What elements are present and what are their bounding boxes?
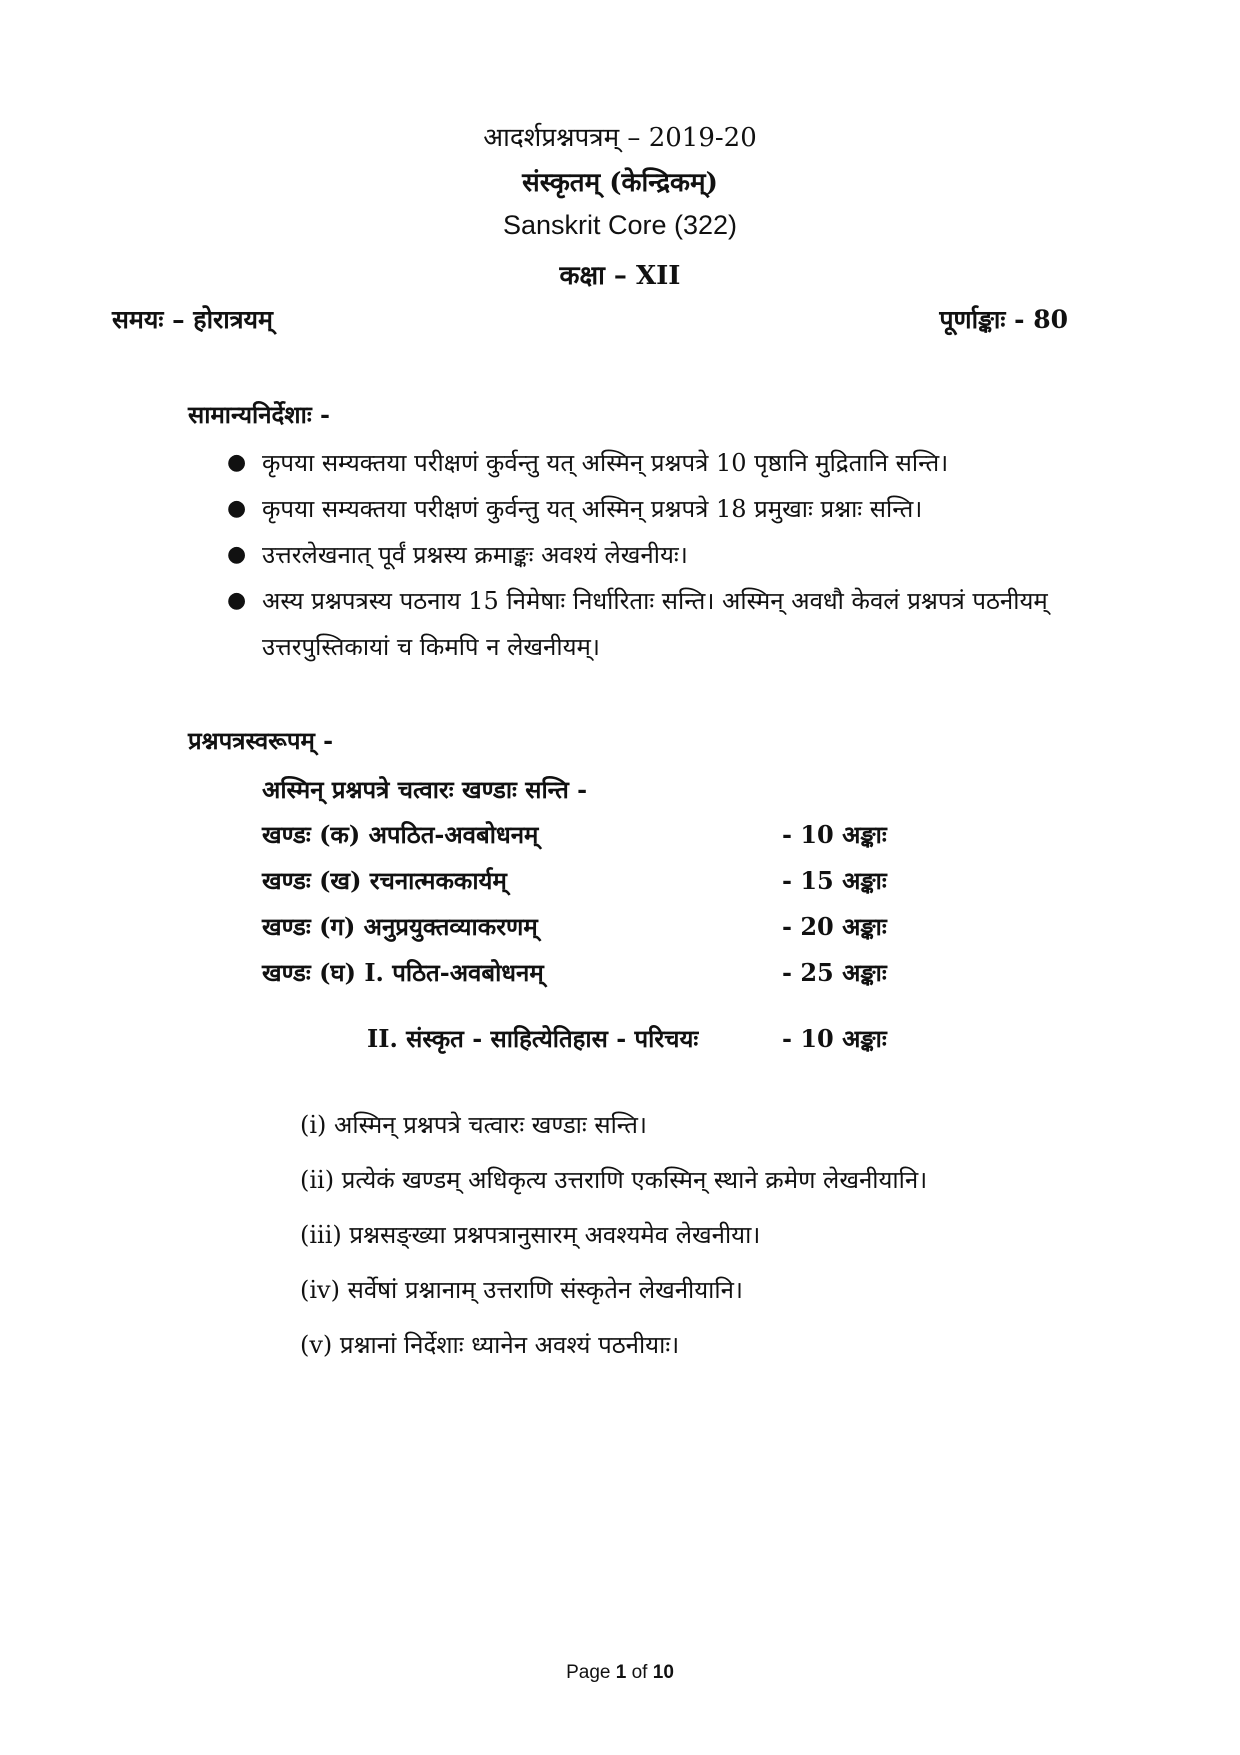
instruction-item: [225, 440, 1085, 486]
paper-title: आदर्शप्रश्नपत्रम् – 2019-20: [483, 123, 757, 153]
section-row: [262, 950, 962, 996]
section-marks: - 20 अङ्काः: [782, 912, 887, 941]
class-label: कक्षा – XII: [559, 261, 681, 291]
instruction-item: [225, 486, 1085, 532]
sections-table: [262, 768, 962, 1062]
note-item: (iii) प्रश्नसङ्ख्या प्रश्नपत्रानुसारम् अवश्यमेव लेखनीया।: [300, 1221, 761, 1249]
bullet-icon: ●: [227, 588, 247, 613]
instruction-item: [225, 578, 1085, 670]
format-notes-list: [300, 1098, 1120, 1373]
instruction-text: अस्य प्रश्नपत्रस्य पठनाय 15 निमेषाः निर्धारिताः सन्ति। अस्मिन् अवधौ केवलं प्रश्नपत्रं पठनीयम् उत्तरपुस्तिकायां च किमपि न लेखनीयम्।: [262, 587, 1048, 661]
page-current: 1: [615, 1662, 627, 1683]
page-total: 10: [652, 1662, 674, 1683]
time-allowed: समयः – होरात्रयम्: [112, 305, 274, 334]
general-instructions-list: [225, 440, 1085, 670]
subject-title: संस्कृतम् (केन्द्रिकम्): [522, 168, 718, 198]
instruction-item: [225, 532, 1085, 578]
instruction-text: कृपया सम्यक्तया परीक्षणं कुर्वन्तु यत् अस्मिन् प्रश्नपत्रे 10 पृष्ठानि मुद्रितानि सन्ति।: [262, 449, 949, 477]
note-item: (iv) सर्वेषां प्रश्नानाम् उत्तराणि संस्कृतेन लेखनीयानि।: [300, 1276, 744, 1304]
full-marks: पूर्णाङ्काः - 80: [939, 305, 1068, 334]
bullet-icon: ●: [227, 542, 247, 567]
note-item: (i) अस्मिन् प्रश्नपत्रे चत्वारः खण्डाः सन्ति।: [300, 1111, 647, 1139]
section-marks: - 10 अङ्काः: [782, 820, 887, 849]
general-instructions-heading: सामान्यनिर्देशाः -: [188, 400, 330, 429]
section-name: II. संस्कृत - साहित्येतिहास - परिचयः: [367, 1024, 699, 1053]
instruction-text: कृपया सम्यक्तया परीक्षणं कुर्वन्तु यत् अस्मिन् प्रश्नपत्रे 18 प्रमुखाः प्रश्नाः सन्ति।: [262, 495, 923, 523]
note-item: (v) प्रश्नानां निर्देशाः ध्यानेन अवश्यं पठनीयाः।: [300, 1331, 680, 1359]
bullet-icon: ●: [227, 450, 247, 475]
section-marks: - 25 अङ्काः: [782, 958, 887, 987]
section-marks: - 10 अङ्काः: [782, 1024, 887, 1053]
section-marks: - 15 अङ्काः: [782, 866, 887, 895]
page-number: [0, 1662, 1240, 1684]
section-row: [262, 1016, 962, 1062]
page-of: of: [631, 1662, 648, 1683]
section-row: [262, 812, 962, 858]
section-name: खण्डः (ग) अनुप्रयुक्तव्याकरणम्: [262, 912, 538, 941]
page-prefix: Page: [566, 1662, 611, 1683]
section-name: खण्डः (घ) I. पठित-अवबोधनम्: [262, 958, 544, 987]
bullet-icon: ●: [227, 496, 247, 521]
section-name: खण्डः (क) अपठित-अवबोधनम्: [262, 820, 539, 849]
subject-english-title: Sanskrit Core (322): [502, 210, 738, 240]
instruction-text: उत्तरलेखनात् पूर्वं प्रश्नस्य क्रमाङ्कः अवश्यं लेखनीयः।: [262, 541, 688, 569]
section-row: [262, 904, 962, 950]
sections-intro: अस्मिन् प्रश्नपत्रे चत्वारः खण्डाः सन्ति -: [262, 775, 588, 804]
paper-format-heading: प्रश्नपत्रस्वरूपम् -: [188, 726, 334, 755]
section-name: खण्डः (ख) रचनात्मककार्यम्: [262, 866, 507, 895]
section-row: [262, 858, 962, 904]
note-item: (ii) प्रत्येकं खण्डम् अधिकृत्य उत्तराणि एकस्मिन् स्थाने क्रमेण लेखनीयानि।: [300, 1166, 928, 1194]
